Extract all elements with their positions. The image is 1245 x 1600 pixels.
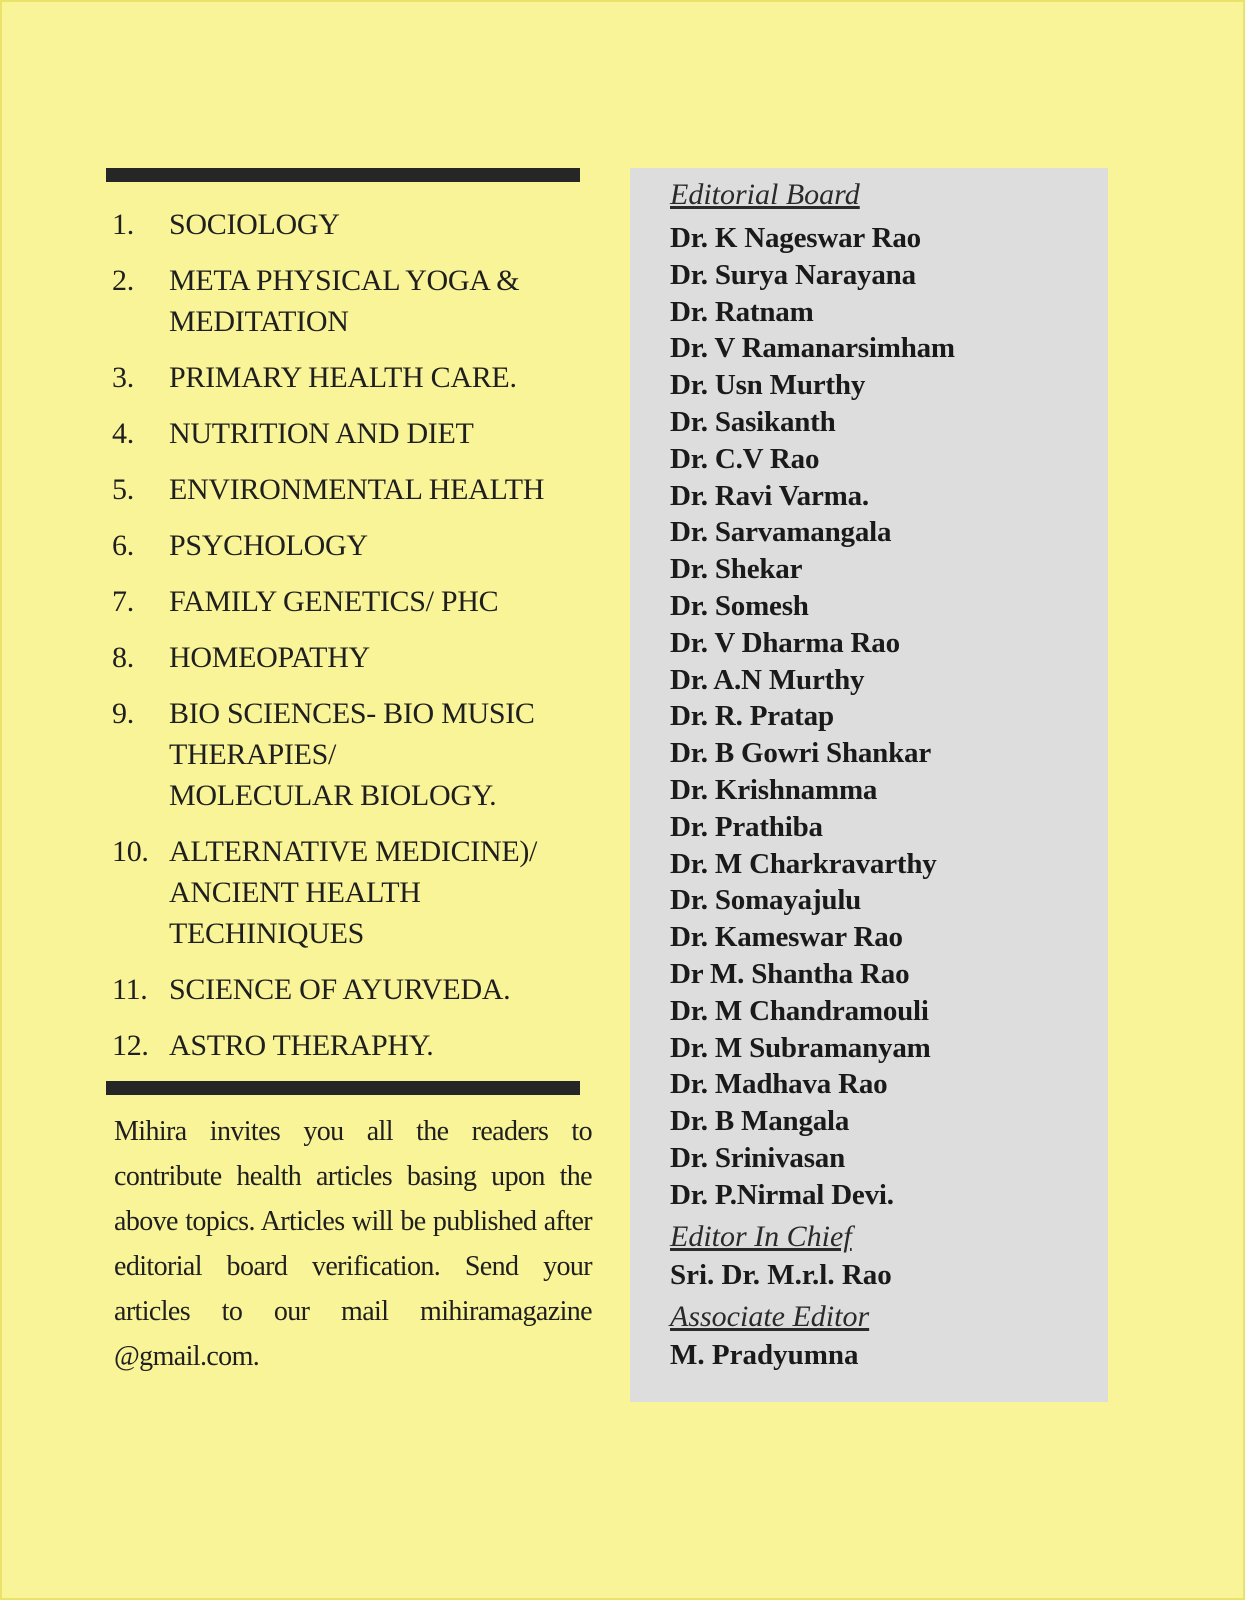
- editorial-board-panel: [630, 168, 1108, 1402]
- board-member: Dr. Sasikanth: [670, 405, 836, 438]
- topic-item: [106, 357, 592, 398]
- board-member: Dr. M Charkravarthy: [670, 847, 937, 880]
- top-divider: [106, 168, 580, 182]
- board-member: Dr. Prathiba: [670, 810, 823, 843]
- editorial-board-heading: Editorial Board: [670, 178, 860, 211]
- topic-label: SCIENCE OF AYURVEDA.: [169, 973, 511, 1006]
- topic-item: [106, 969, 592, 1010]
- topic-number: 11.: [112, 973, 148, 1006]
- editor-in-chief-name: Sri. Dr. M.r.l. Rao: [670, 1258, 892, 1291]
- topic-number: 1.: [112, 208, 134, 241]
- board-member: Dr. B Mangala: [670, 1105, 850, 1138]
- topic-number: 2.: [112, 264, 134, 297]
- topic-label: META PHYSICAL YOGA & MEDITATION: [169, 264, 520, 338]
- board-member: Dr. K Nageswar Rao: [670, 222, 921, 254]
- topic-label: PSYCHOLOGY: [169, 529, 368, 562]
- topic-label: ASTRO THERAPHY.: [169, 1029, 434, 1062]
- board-member: Dr. Shekar: [670, 553, 803, 586]
- topic-item: [106, 525, 592, 566]
- board-member: Dr. V Dharma Rao: [670, 626, 900, 659]
- topic-item: [106, 581, 592, 622]
- topic-number: 10.: [112, 835, 149, 868]
- board-member: Dr. Usn Murthy: [670, 369, 866, 402]
- board-member: Dr. B Gowri Shankar: [670, 737, 932, 770]
- board-member: Dr. Somayajulu: [670, 884, 862, 917]
- topics-list: [106, 204, 592, 1066]
- editor-in-chief-heading: Editor In Chief: [670, 1219, 852, 1253]
- topic-label: PRIMARY HEALTH CARE.: [169, 361, 517, 394]
- associate-editor-name: M. Pradyumna: [670, 1338, 859, 1371]
- topic-label: ALTERNATIVE MEDICINE)/ ANCIENT HEALTH TECHINIQUES: [169, 835, 538, 950]
- topic-item: [106, 637, 592, 678]
- board-member: Dr. M Subramanyam: [670, 1031, 931, 1064]
- topic-label: HOMEOPATHY: [169, 641, 370, 674]
- topic-number: 6.: [112, 529, 134, 562]
- board-member: Dr M. Shantha Rao: [670, 957, 910, 990]
- topic-number: 4.: [112, 417, 134, 450]
- board-member: Dr. R. Pratap: [670, 700, 834, 733]
- invitation-text: Mihira invites you all the readers to contribute health articles basing upon the above topics. Articles will be published after editorial board verification. Send your articles to our mail mihiramagazine @gmail.com.: [114, 1116, 592, 1372]
- board-member: Dr. A.N Murthy: [670, 663, 865, 696]
- board-member: Dr. C.V Rao: [670, 442, 820, 475]
- topic-label: ENVIRONMENTAL HEALTH: [169, 473, 545, 506]
- topic-label: SOCIOLOGY: [169, 208, 340, 241]
- topic-label: BIO SCIENCES- BIO MUSIC THERAPIES/ MOLECULAR BIOLOGY.: [169, 697, 535, 812]
- board-member: Dr. Kameswar Rao: [670, 921, 903, 954]
- topic-item: [106, 204, 592, 245]
- bottom-divider: [106, 1081, 580, 1095]
- topic-number: 7.: [112, 585, 134, 618]
- board-member: Dr. Surya Narayana: [670, 258, 916, 291]
- topic-item: [106, 469, 592, 510]
- topic-item: [106, 693, 592, 816]
- topic-item: [106, 413, 592, 454]
- associate-editor-heading: Associate Editor: [670, 1299, 870, 1333]
- topic-number: 3.: [112, 361, 134, 394]
- board-member: Dr. Srinivasan: [670, 1141, 846, 1174]
- board-member: Dr. Sarvamangala: [670, 516, 892, 549]
- topic-item: [106, 260, 592, 342]
- topic-number: 8.: [112, 641, 134, 674]
- topic-number: 9.: [112, 697, 134, 730]
- board-member: Dr. M Chandramouli: [670, 994, 929, 1027]
- topic-label: FAMILY GENETICS/ PHC: [169, 585, 499, 618]
- topic-number: 5.: [112, 473, 134, 506]
- board-member: Dr. Madhava Rao: [670, 1068, 888, 1101]
- topic-number: 12.: [112, 1029, 149, 1062]
- board-member: Dr. Somesh: [670, 589, 809, 622]
- topic-item: [106, 831, 592, 954]
- board-member: Dr. P.Nirmal Devi.: [670, 1178, 894, 1211]
- topic-label: NUTRITION AND DIET: [169, 417, 474, 450]
- board-member: Dr. Ravi Varma.: [670, 479, 869, 512]
- editorial-board-list: [670, 220, 1108, 1214]
- topic-item: [106, 1025, 592, 1066]
- board-member: Dr. V Ramanarsimham: [670, 332, 955, 365]
- topics-column: [106, 168, 592, 1407]
- board-member: Dr. Ratnam: [670, 295, 814, 328]
- board-member: Dr. Krishnamma: [670, 773, 878, 806]
